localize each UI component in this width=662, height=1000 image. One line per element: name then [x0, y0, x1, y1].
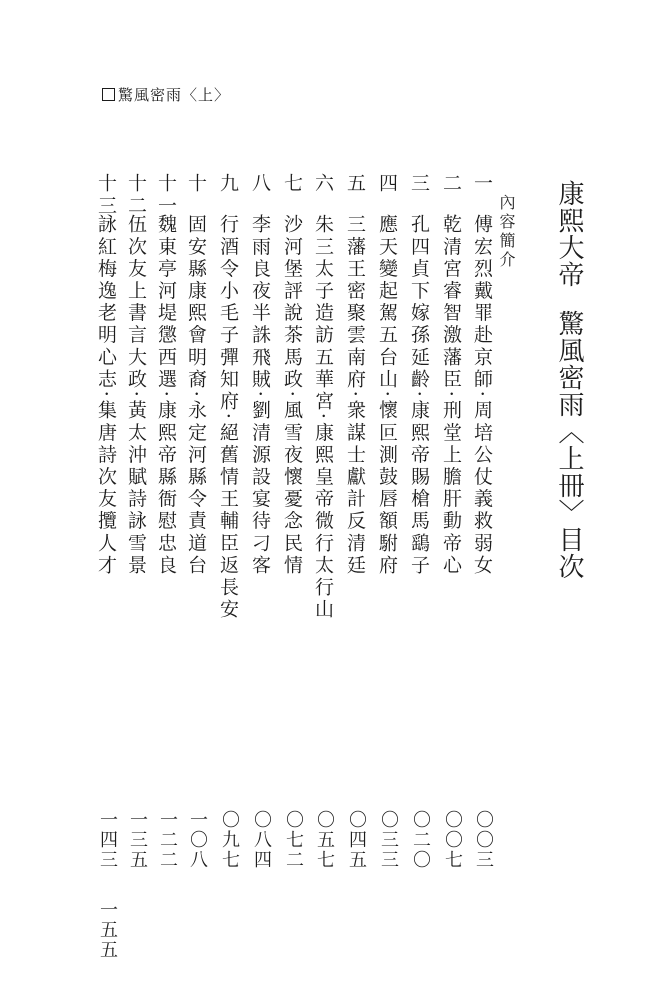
running-header [102, 84, 230, 105]
book-title-subtitle: 驚風密雨〈上冊〉目次 [554, 310, 584, 580]
chapter-title: 傅宏烈戴罪赴京師·周培公仗義救弱女 [471, 214, 493, 577]
chapter-number: 五 [344, 173, 366, 196]
chapter-title: 三藩王密聚雲南府·衆謀士獻計反清廷 [344, 214, 366, 577]
chapter-page: 〇〇七 [442, 810, 463, 870]
chapter-title: 行酒令小毛子彈知府·絕舊情王輔臣返長安 [217, 214, 239, 621]
chapter-number: 四 [376, 173, 398, 196]
chapter-number: 九 [217, 173, 239, 196]
chapter-number: 十一 [155, 173, 177, 218]
header-box-mark [102, 88, 115, 101]
chapter-page: 〇八四 [251, 810, 272, 870]
chapter-page: 一〇八 [187, 810, 208, 870]
chapter-number: 十二 [125, 173, 147, 218]
chapter-number: 十 [185, 173, 207, 196]
running-title: 驚風密雨〈上〉 [118, 86, 231, 104]
contents-label: 內容簡介 [497, 194, 516, 270]
chapter-title: 伍次友上書言大政·黃太沖賦詩詠雪景 [125, 214, 147, 577]
chapter-page: 〇九七 [219, 810, 240, 870]
chapter-page: 一五五 [97, 900, 118, 960]
book-title-main: 康熙大帝 [554, 180, 584, 288]
chapter-number: 三 [408, 173, 430, 196]
chapter-title: 固安縣康熙會明裔·永定河縣令責道台 [185, 214, 207, 577]
chapter-page: 一四三 [97, 810, 118, 870]
chapter-page: 〇四五 [346, 810, 367, 870]
chapter-number: 七 [281, 173, 303, 196]
chapter-title: 孔四貞下嫁孫延齡·康熙帝賜槍馬鷂子 [408, 214, 430, 577]
chapter-page: 〇三三 [378, 810, 399, 870]
chapter-title: 應天變起駕五台山·懷叵測鼓唇額駙府 [376, 214, 398, 577]
book-title [556, 180, 582, 580]
chapter-number: 八 [249, 173, 271, 196]
chapter-title: 朱三太子造訪五華宮·康熙皇帝微行太行山 [312, 214, 334, 621]
chapter-page: 〇〇三 [473, 810, 494, 870]
chapter-page: 〇七二 [283, 810, 304, 870]
chapter-number: 一 [471, 173, 493, 196]
chapter-title: 乾清宮睿智激藩臣·刑堂上膽肝動帝心 [440, 214, 462, 577]
chapter-title: 魏東亭河堤懲西選·康熙帝縣衙慰忠良 [155, 214, 177, 577]
chapter-title: 李雨良夜半誅飛賊·劉清源設宴待刁客 [249, 214, 271, 577]
chapter-number: 十三 [95, 173, 117, 218]
chapter-title: 詠紅梅逸老明心志·集唐詩次友攬人才 [95, 214, 117, 577]
chapter-page: 一三五 [127, 810, 148, 870]
chapter-number: 六 [312, 173, 334, 196]
chapter-page: 〇二〇 [410, 810, 431, 870]
chapter-page: 一二二 [157, 810, 178, 870]
chapter-title: 沙河堡評說茶馬政·風雪夜懷憂念民情 [281, 214, 303, 577]
chapter-page: 〇五七 [314, 810, 335, 870]
chapter-number: 二 [440, 173, 462, 196]
